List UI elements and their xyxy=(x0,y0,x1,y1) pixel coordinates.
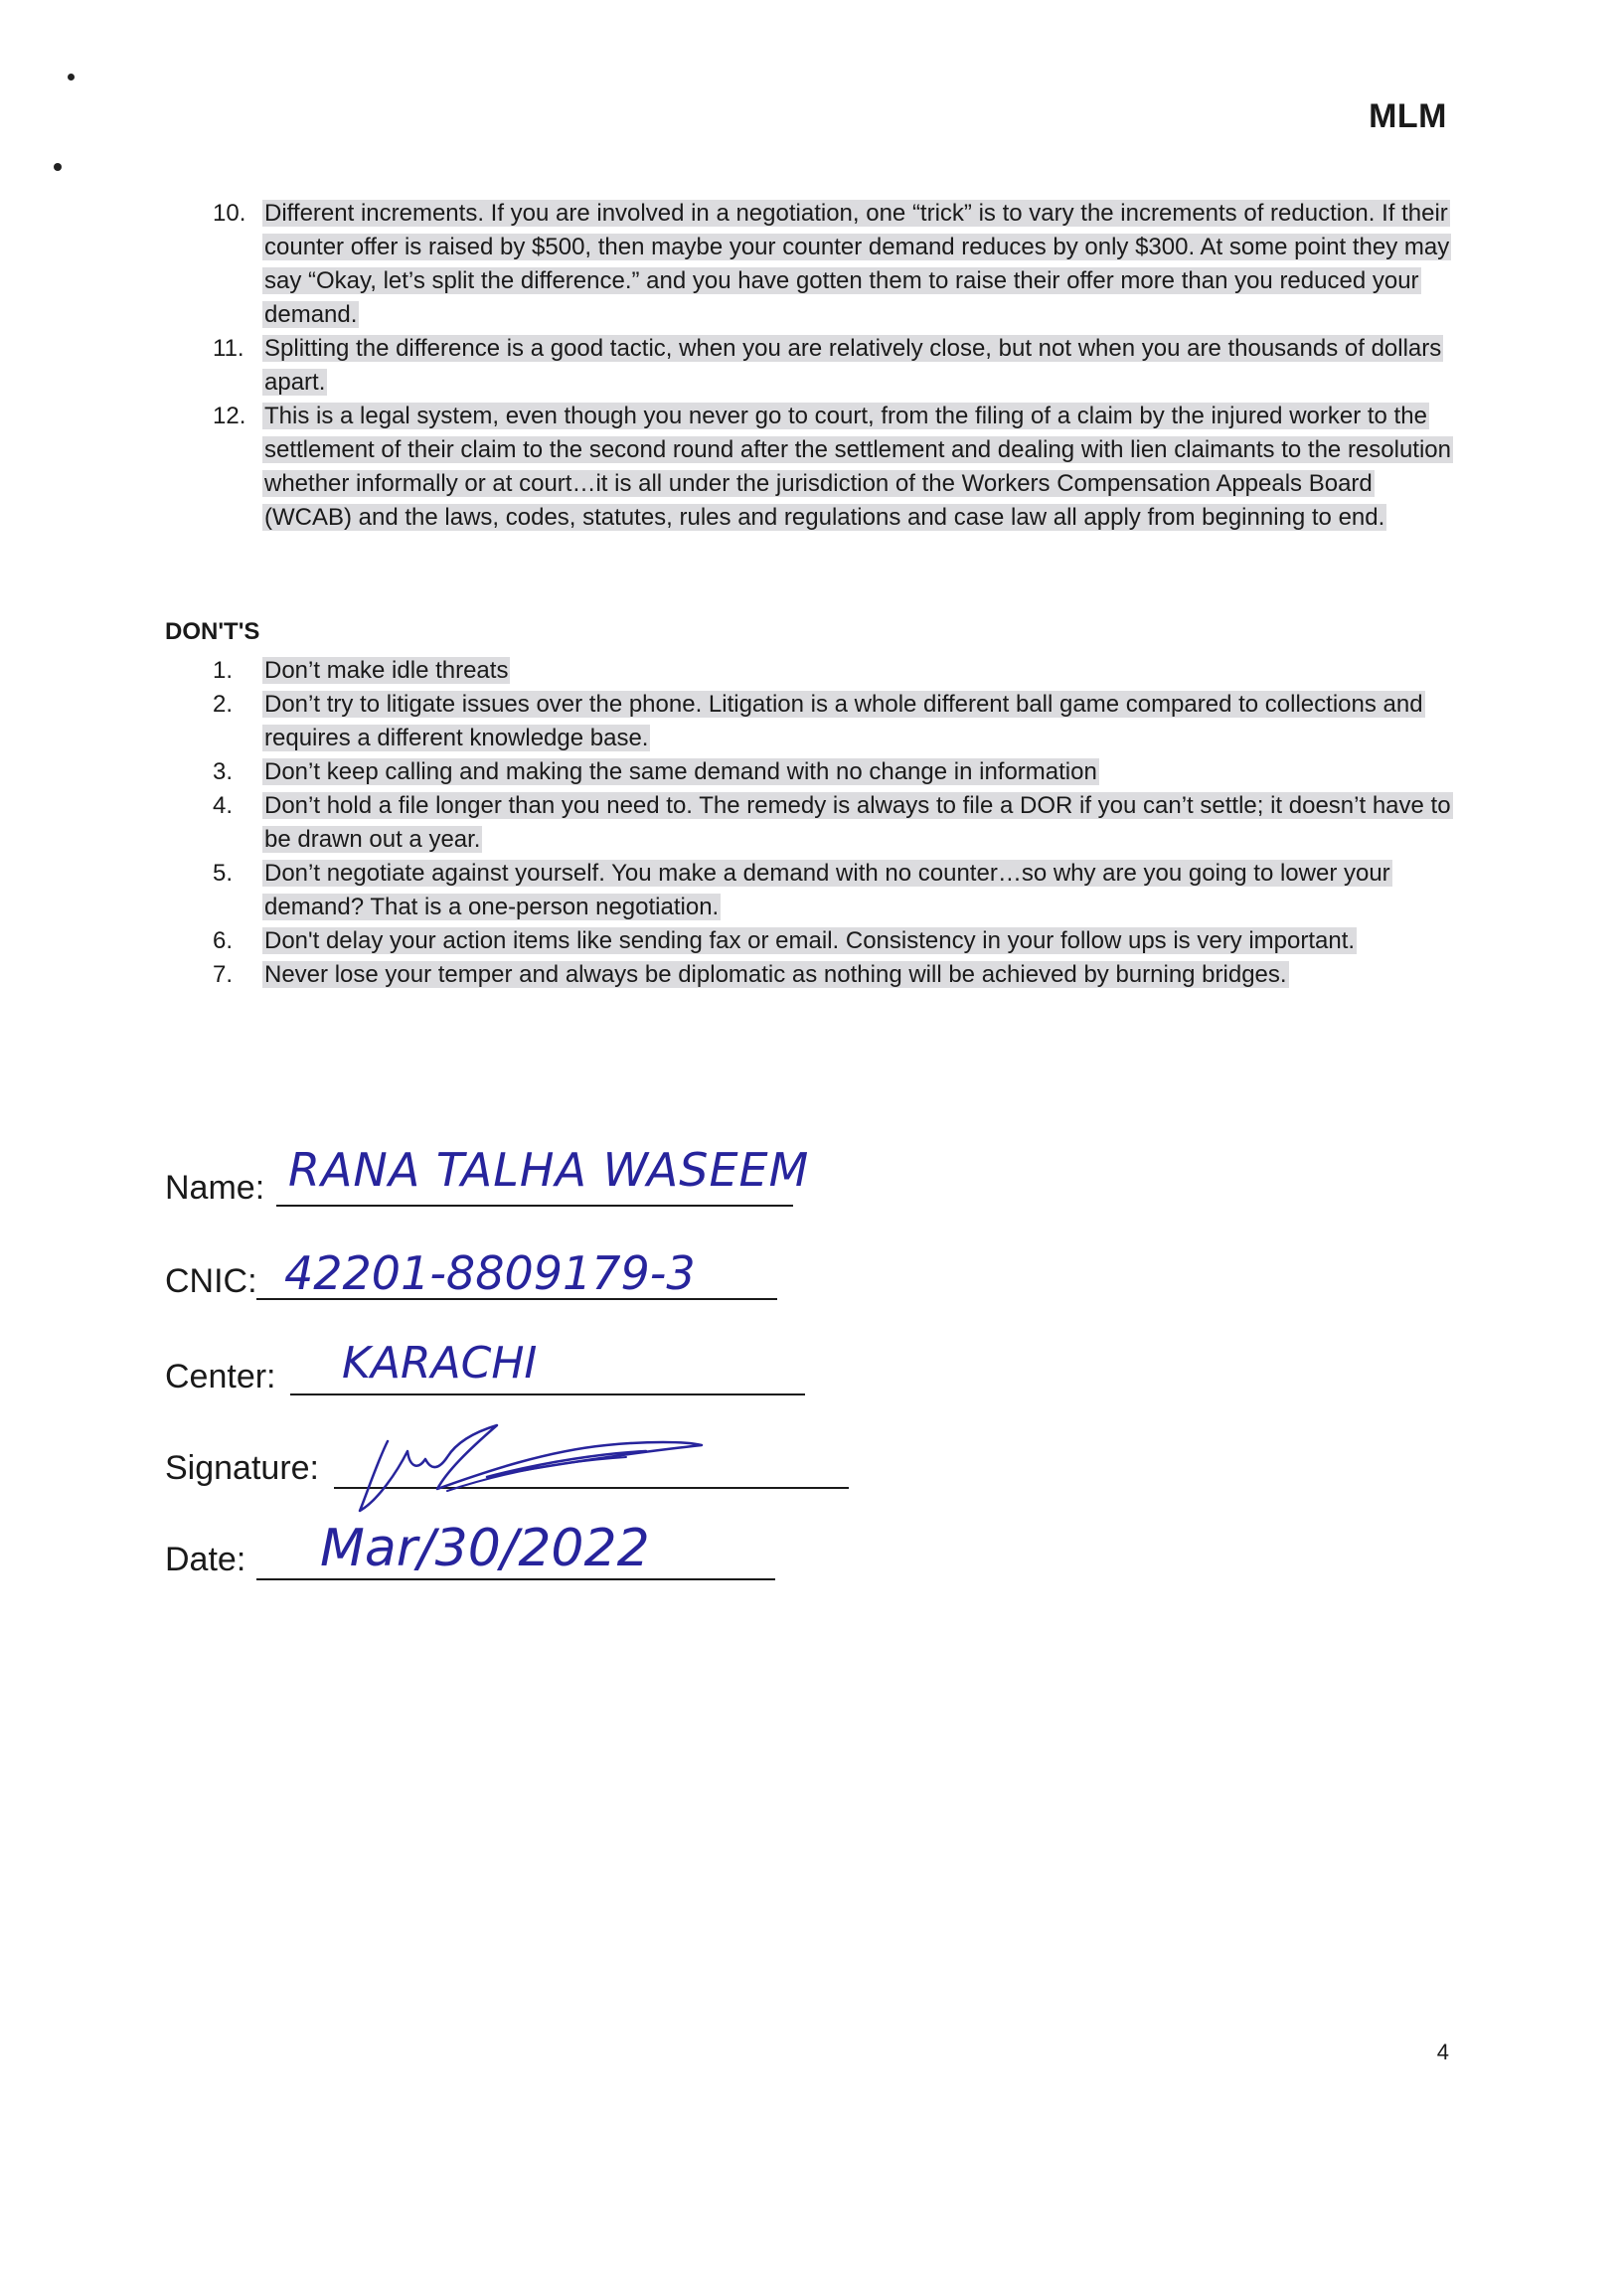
cnic-field xyxy=(165,1262,257,1301)
dos-list-item xyxy=(209,332,1461,400)
donts-list xyxy=(209,654,1461,992)
list-item-number: 4. xyxy=(213,792,234,819)
dos-list-item xyxy=(209,400,1461,535)
list-item-number: 11. xyxy=(213,335,244,362)
signature-label: Signature: xyxy=(165,1449,319,1487)
list-item-text: Don’t hold a file longer than you need to. The remedy is always to file a DOR if you can’t settle; it doesn’t have to be drawn out a year. xyxy=(264,792,1451,853)
list-item-text: This is a legal system, even though you never go to court, from the filing of a claim by the injured worker to the settlement of their claim to the second round after the settlement and dealing with lien claimants to the resolution whether informally or at court…it is all under the jurisdiction of the Workers Compensation Appeals Board (WCAB) and the laws, codes, statutes, rules and regulations and case law all apply from beginning to end. xyxy=(264,403,1451,531)
date-handwritten: Mar/30/2022 xyxy=(320,1519,650,1578)
list-item-text: Different increments. If you are involved in a negotiation, one “trick” is to vary the increments of reduction. If their counter offer is raised by $500, then maybe your counter demand reduces by only $300. At some point they may say “Okay, let’s split the difference.” and you have gotten them to raise their offer more than you reduced your demand. xyxy=(264,200,1450,328)
donts-heading: DON'T'S xyxy=(165,618,260,645)
donts-list-item xyxy=(209,688,1461,755)
list-item-text: Don’t keep calling and making the same demand with no change in information xyxy=(264,758,1097,785)
list-item-text: Splitting the difference is a good tactic, when you are relatively close, but not when you are thousands of dollars apart. xyxy=(264,335,1442,396)
scan-speck xyxy=(68,74,75,81)
list-item-number: 12. xyxy=(213,403,246,429)
donts-list-item xyxy=(209,755,1461,789)
list-item-number: 6. xyxy=(213,927,234,954)
list-item-text: Never lose your temper and always be diplomatic as nothing will be achieved by burning bridges. xyxy=(264,961,1287,988)
list-item-text: Don’t try to litigate issues over the phone. Litigation is a whole different ball game compared to collections and requires a different knowledge base. xyxy=(264,691,1423,751)
donts-list-item xyxy=(209,924,1461,958)
cnic-handwritten: 42201-8809179-3 xyxy=(284,1246,696,1300)
name-line xyxy=(276,1205,793,1207)
list-item-number: 5. xyxy=(213,860,234,887)
center-line xyxy=(290,1393,805,1395)
signature-field xyxy=(165,1449,319,1488)
list-item-number: 3. xyxy=(213,758,234,785)
list-item-text: Don't delay your action items like sending fax or email. Consistency in your follow ups is very important. xyxy=(264,927,1356,954)
date-line xyxy=(256,1578,775,1580)
center-handwritten: KARACHI xyxy=(342,1338,538,1389)
page-number: 4 xyxy=(1436,2040,1449,2064)
name-label: Name: xyxy=(165,1169,265,1207)
dos-list-item xyxy=(209,197,1461,332)
list-item-text: Don’t make idle threats xyxy=(264,657,509,684)
donts-list-item xyxy=(209,958,1461,992)
dos-list-continued xyxy=(209,197,1461,535)
company-header: MLM xyxy=(1369,97,1447,135)
date-field xyxy=(165,1541,245,1579)
cnic-label: CNIC: xyxy=(165,1262,257,1300)
scan-speck xyxy=(54,163,62,171)
date-label: Date: xyxy=(165,1541,246,1578)
center-label: Center: xyxy=(165,1358,276,1395)
name-field xyxy=(165,1169,264,1208)
list-item-number: 10. xyxy=(213,200,246,227)
list-item-text: Don’t negotiate against yourself. You make a demand with no counter…so why are you going to lower your demand? That is a one-person negotiation. xyxy=(264,860,1390,920)
donts-list-item xyxy=(209,789,1461,857)
signature-scribble xyxy=(348,1411,716,1521)
list-item-number: 7. xyxy=(213,961,234,988)
donts-list-item xyxy=(209,857,1461,924)
list-item-number: 2. xyxy=(213,691,234,718)
center-field xyxy=(165,1358,276,1396)
list-item-number: 1. xyxy=(213,657,234,684)
donts-list-item xyxy=(209,654,1461,688)
name-handwritten: RANA TALHA WASEEM xyxy=(288,1143,810,1197)
